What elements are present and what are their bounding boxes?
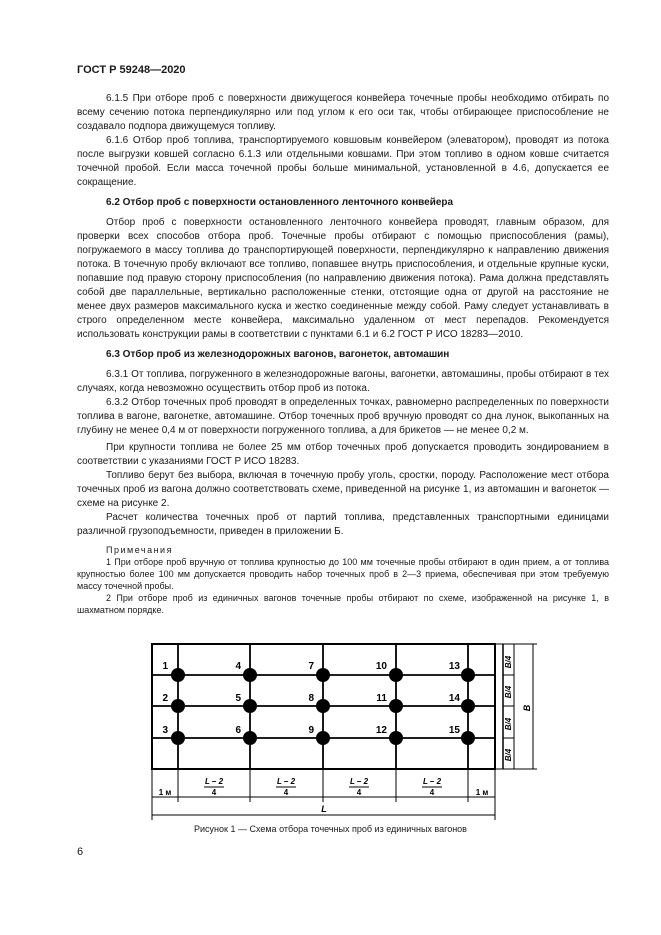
- figure-1-diagram: [146, 642, 556, 827]
- end-margin-label: 1 м: [158, 788, 172, 797]
- paragraph-selection: Топливо берут без выбора, включая в точечную пробу уголь, сростки, породу. Расположение мест отбора точечных проб из вагона должно соответствовать схеме, приведенной на рисунке 1, из автомашин и вагонеток — схеме на рисунке 2.: [77, 470, 609, 509]
- paragraph-6-1-5: 6.1.5 При отборе проб с поверхности движущегося конвейера точечные пробы необходимо отбирать по всему сечению потока перпендикулярно или под углом к его оси так, чтобы отбирающее приспособление не создавало подпора движущемуся топливу.: [77, 93, 609, 132]
- point-label: 4: [235, 661, 241, 672]
- point-label: 11: [376, 693, 387, 704]
- point-label: 8: [308, 693, 314, 704]
- point-label: 14: [448, 693, 460, 704]
- segment-numerator: L – 2: [276, 777, 296, 786]
- sample-point: [243, 699, 257, 713]
- segment-denominator: 4: [211, 788, 217, 797]
- point-label: 5: [235, 693, 241, 704]
- point-label: 6: [235, 725, 241, 736]
- sample-point: [461, 668, 475, 682]
- point-label: 1: [162, 661, 168, 672]
- note-2: 2 При отборе проб из единичных вагонов точечные пробы отбирают по схеме, изображенной на рисунке 1, в шахматном порядке.: [77, 593, 609, 615]
- segment-denominator: 4: [283, 788, 289, 797]
- point-label: 3: [162, 725, 168, 736]
- sample-point: [316, 668, 330, 682]
- sample-point: [316, 699, 330, 713]
- sample-point: [461, 731, 475, 745]
- quarter-width-label: B/4: [504, 685, 513, 699]
- quarter-width-label: B/4: [504, 717, 513, 731]
- point-label: 2: [162, 693, 168, 704]
- wagon-sampling-scheme: [146, 642, 556, 822]
- section-heading-6-2: 6.2 Отбор проб с поверхности остановленного ленточного конвейера: [106, 197, 454, 208]
- sample-point: [389, 731, 403, 745]
- point-label: 9: [308, 725, 314, 736]
- page-body: [77, 92, 609, 616]
- paragraph-calculation: Расчет количества точечных проб от партий топлива, представленных транспортными единицами различной грузоподъемности, приведен в приложении Б.: [77, 512, 609, 537]
- page-number: 6: [77, 846, 84, 858]
- notes-title: Примечания: [106, 545, 173, 555]
- note-1: 1 При отборе проб вручную от топлива крупностью до 100 мм точечные пробы отбирают в один прием, а от топлива крупностью более 100 мм допускается проводить набор точечных проб в 2—3 приема, обеспечивая при этом требуемую массу точечной пробы.: [77, 557, 609, 591]
- paragraph-probing: При крупности топлива не более 25 мм отбор точечных проб допускается проводить зондированием в соответствии с указаниями ГОСТ Р ИСО 18283.: [77, 442, 609, 467]
- segment-numerator: L – 2: [349, 777, 369, 786]
- section-heading-6-3: 6.3 Отбор проб из железнодорожных вагонов, вагонеток, автомашин: [106, 349, 450, 360]
- point-label: 7: [308, 661, 314, 672]
- point-label: 15: [448, 725, 460, 736]
- paragraph-6-3-1: 6.3.1 От топлива, погруженного в железнодорожные вагоны, вагонетки, автомашины, пробы отбирают в тех случаях, когда невозможно осуществить отбор проб из потока.: [77, 369, 609, 394]
- paragraph-6-2: Отбор проб с поверхности остановленного ленточного конвейера проводят, главным образом, для проверки всех способов отбора проб. Точечные пробы отбирают с помощью приспособления (рамы), погружаемого в массу топлива до транспортирующей поверхности, перпендикулярно к направлению движения потока. В точечную пробу включают все топливо, попавшее внутрь приспособления, и отдельные крупные куски, попавшие под правую сторону приспособления (по направлению движения потока). Рама должна представлять собой две параллельные, вертикально расположенные стенки, отстоящие одна от другой на расстояние не менее двух размеров максимального куска и жестко соединенные между собой. Раму следует устанавливать в строго определенном месте конвейера, максимально удаленном от мест перепадов. Рекомендуется использовать конструкции рамы в соответствии с пунктами 6.1 и 6.2 ГОСТ Р ИСО 18283—2010.: [77, 217, 609, 340]
- point-label: 13: [448, 661, 460, 672]
- width-label: B: [522, 704, 532, 712]
- sample-point: [243, 668, 257, 682]
- quarter-width-label: B/4: [504, 655, 513, 669]
- length-label: L: [321, 804, 327, 814]
- quarter-width-label: B/4: [504, 748, 513, 762]
- sample-point: [461, 699, 475, 713]
- sample-point: [316, 731, 330, 745]
- sample-point: [171, 668, 185, 682]
- paragraph-6-1-6: 6.1.6 Отбор проб топлива, транспортируемого ковшовым конвейером (элеватором), проводят из потока после выгрузки ковшей согласно 6.1.3 или отдельными ковшами. При этом топливо в одном ковше считается точечной пробой. Если масса точечной пробы больше минимальной, установленной в 4.6, допускается ее сокращение.: [77, 135, 609, 188]
- sample-point: [243, 731, 257, 745]
- end-margin-label: 1 м: [475, 788, 489, 797]
- point-label: 10: [375, 661, 387, 672]
- sample-point: [389, 668, 403, 682]
- sample-point: [171, 699, 185, 713]
- figure-caption: Рисунок 1 — Схема отбора точечных проб из единичных вагонов: [194, 824, 467, 834]
- segment-numerator: L – 2: [204, 777, 224, 786]
- point-label: 12: [375, 725, 387, 736]
- paragraph-6-3-2: 6.3.2 Отбор точечных проб проводят в определенных точках, равномерно распределенных по поверхности топлива в вагоне, вагонетке, автомашине. Отбор точечных проб вручную проводят со дна лунок, выкопанных на глубину не менее 0,4 м от поверхности погруженного топлива, а для брикетов — не менее 0,2 м.: [77, 397, 609, 436]
- sample-point: [389, 699, 403, 713]
- document-header: ГОСТ Р 59248—2020: [77, 64, 186, 76]
- sample-point: [171, 731, 185, 745]
- segment-denominator: 4: [429, 788, 435, 797]
- segment-numerator: L – 2: [422, 777, 442, 786]
- segment-denominator: 4: [356, 788, 362, 797]
